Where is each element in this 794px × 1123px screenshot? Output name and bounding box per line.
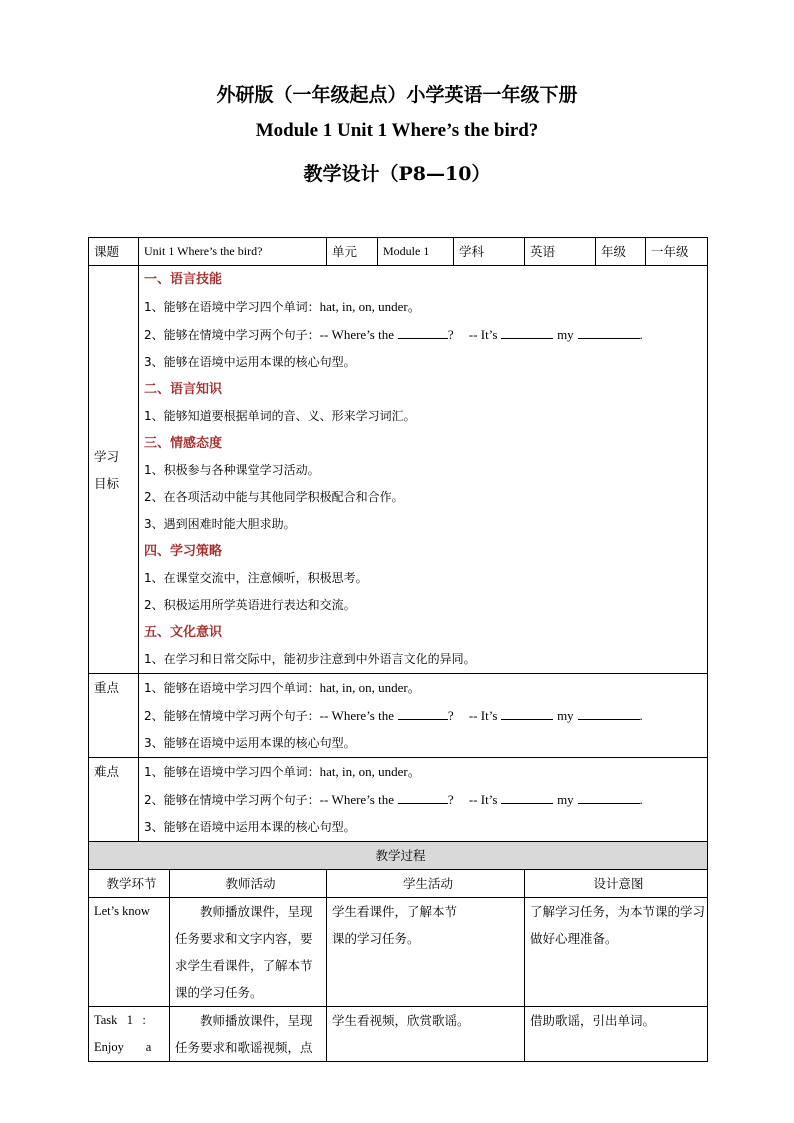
col-teacher-header: 教师活动	[170, 870, 327, 898]
blank-line	[398, 326, 448, 339]
design-subtitle: 教学设计（P8—10）	[303, 163, 491, 185]
lesson-plan-table	[88, 237, 708, 1062]
key-points-label: 重点	[89, 674, 139, 758]
section-heading: 四、学习策略	[144, 544, 223, 559]
student-activity-cell: 学生看课件，了解本节 课的学习任务。	[327, 898, 525, 1007]
key-point-line: 1、能够在语境中学习四个单词：hat, in, on, under。	[144, 680, 421, 695]
goal-line: 2、积极运用所学英语进行表达和交流。	[144, 598, 356, 612]
unit-label: 单元	[327, 238, 378, 266]
process-row	[89, 1007, 708, 1062]
subject-value: 英语	[525, 238, 596, 266]
goal-line: 1、能够在语境中学习四个单词：hat, in, on, under。	[144, 299, 421, 314]
blank-line	[578, 326, 640, 339]
intent-cell: 了解学习任务，为本节课的学习 做好心理准备。	[525, 898, 708, 1007]
process-header-row	[89, 870, 708, 898]
goal-line: 1、能够知道要根据单词的音、义、形来学习词汇。	[144, 409, 416, 423]
difficulty-line: 3、能够在语境中运用本课的核心句型。	[144, 820, 356, 834]
key-point-line: 3、能够在语境中运用本课的核心句型。	[144, 736, 356, 750]
goal-line: 1、在课堂交流中，注意倾听，积极思考。	[144, 571, 368, 585]
goal-line: 3、能够在语境中运用本课的核心句型。	[144, 355, 356, 369]
difficulty-line: 2、能够在情境中学习两个句子：-- Where’s the ? -- It’s my .	[144, 792, 643, 807]
process-title: 教学过程	[89, 842, 708, 870]
key-points-content	[139, 674, 708, 758]
grade-value: 一年级	[646, 238, 708, 266]
section-heading: 二、语言知识	[144, 382, 223, 397]
section-heading: 三、情感态度	[144, 436, 223, 451]
student-activity-cell: 学生看视频，欣赏歌谣。	[327, 1007, 525, 1062]
goal-line: 1、在学习和日常交际中，能初步注意到中外语言文化的异同。	[144, 652, 476, 666]
col-student-header: 学生活动	[327, 870, 525, 898]
col-intent-header: 设计意图	[525, 870, 708, 898]
goals-row	[89, 266, 708, 674]
goal-line: 1、积极参与各种课堂学习活动。	[144, 463, 320, 477]
difficulties-label: 难点	[89, 758, 139, 842]
col-step-header: 教学环节	[89, 870, 170, 898]
goals-label: 学习 目标	[89, 266, 139, 674]
teacher-activity-cell: 教师播放课件，呈现 任务要求和歌谣视频，点	[170, 1007, 327, 1062]
key-points-row	[89, 674, 708, 758]
goals-content	[139, 266, 708, 674]
goal-line: 2、能够在情境中学习两个句子：-- Where’s the ? -- It’s my .	[144, 327, 643, 342]
intent-cell: 借助歌谣，引出单词。	[525, 1007, 708, 1062]
difficulties-row	[89, 758, 708, 842]
teacher-activity-cell: 教师播放课件，呈现 任务要求和文字内容，要 求学生看课件，了解本节 课的学习任务。	[170, 898, 327, 1007]
goal-line: 3、遇到困难时能大胆求助。	[144, 517, 296, 531]
grade-label: 年级	[596, 238, 646, 266]
subject-label: 学科	[454, 238, 525, 266]
lesson-title: Module 1 Unit 1 Where’s the bird?	[255, 120, 539, 141]
section-heading: 一、语言技能	[144, 272, 223, 287]
key-point-line: 2、能够在情境中学习两个句子：-- Where’s the ? -- It’s my .	[144, 708, 643, 723]
info-row	[89, 238, 708, 266]
difficulties-content	[139, 758, 708, 842]
blank-line	[501, 326, 553, 339]
topic-label: 课题	[89, 238, 139, 266]
process-row	[89, 898, 708, 1007]
difficulty-line: 1、能够在语境中学习四个单词：hat, in, on, under。	[144, 764, 421, 779]
topic-value: Unit 1 Where’s the bird?	[139, 238, 327, 266]
process-title-row	[89, 842, 708, 870]
step-cell: Task 1 : Enjoy a	[89, 1007, 170, 1062]
unit-value: Module 1	[378, 238, 454, 266]
document-title: 外研版（一年级起点）小学英语一年级下册	[216, 84, 578, 106]
section-heading: 五、文化意识	[144, 625, 223, 640]
step-cell: Let’s know	[89, 898, 170, 1007]
goal-line: 2、在各项活动中能与其他同学积极配合和合作。	[144, 490, 404, 504]
